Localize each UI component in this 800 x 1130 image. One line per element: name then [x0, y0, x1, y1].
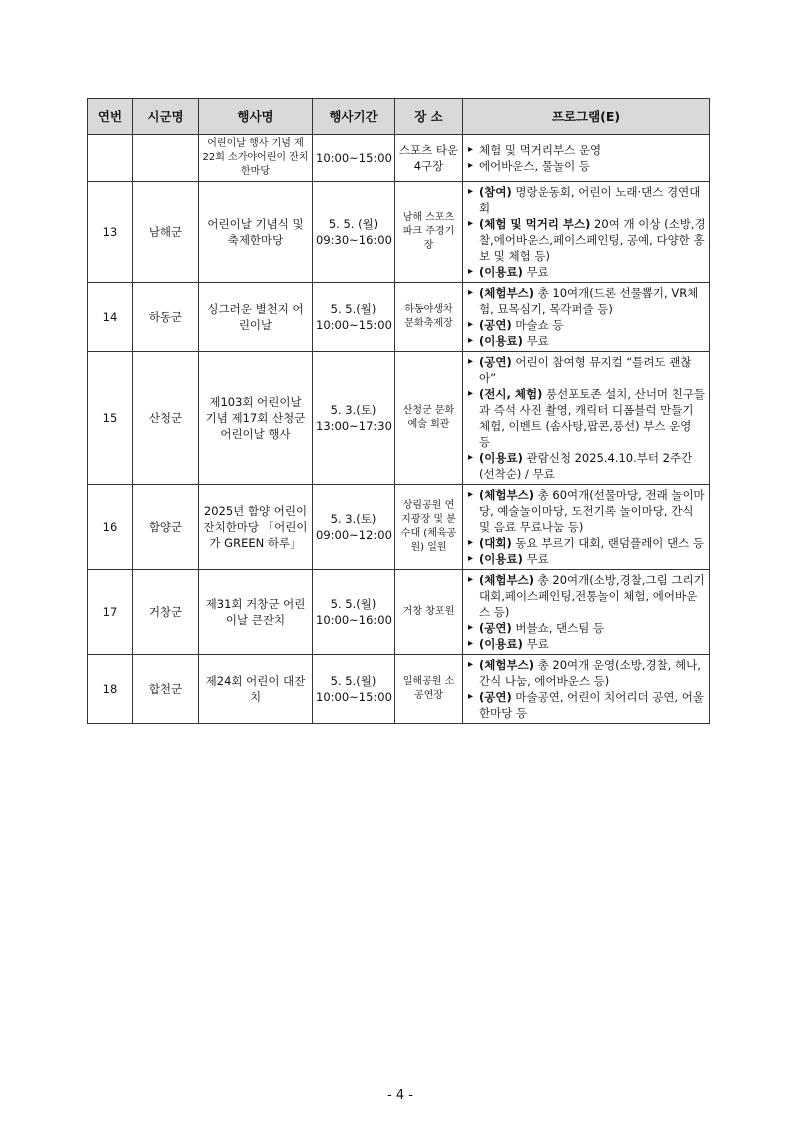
- program-list: [466, 354, 706, 482]
- program-item: [468, 386, 706, 450]
- header-place: 장 소: [395, 99, 463, 135]
- cell-period: 5. 5.(월) 10:00~15:00: [313, 655, 395, 724]
- program-item: [468, 620, 706, 636]
- cell-event: 싱그러운 별천지 어린이날: [199, 283, 313, 352]
- program-tag: (공연): [479, 621, 512, 635]
- program-tag: (체험부스): [479, 488, 534, 502]
- cell-program: [463, 283, 710, 352]
- program-item: [468, 158, 706, 174]
- cell-program: [463, 352, 710, 485]
- program-item: [468, 535, 706, 551]
- table-row: [88, 485, 710, 570]
- cell-period: 5. 5.(월) 10:00~16:00: [313, 570, 395, 655]
- program-list: [466, 184, 706, 280]
- program-item: [468, 285, 706, 317]
- cell-place: 남해 스포츠파크 주경기장: [395, 182, 463, 283]
- program-list: [466, 285, 706, 349]
- program-item: [468, 689, 706, 721]
- cell-program: [463, 570, 710, 655]
- cell-no: 14: [88, 283, 133, 352]
- cell-city: 남해군: [133, 182, 199, 283]
- cell-place: 거창 창포원: [395, 570, 463, 655]
- header-event: 행사명: [199, 99, 313, 135]
- program-tag: (대회): [479, 536, 512, 550]
- program-item: [468, 317, 706, 333]
- program-text: 관람신청 2025.4.10.부터 2주간(선착순) / 무료: [479, 451, 693, 481]
- program-tag: (이용료): [479, 334, 523, 348]
- cell-place: 산청군 문화 예술 회관: [395, 352, 463, 485]
- program-list: [466, 572, 706, 652]
- header-city: 시군명: [133, 99, 199, 135]
- cell-event: 제103회 어린이날 기념 제17회 산청군 어린이날 행사: [199, 352, 313, 485]
- program-item: [468, 572, 706, 620]
- program-text: 풍선포토존 설치, 산너머 친구들과 즉석 사진 촬영, 캐릭터 디폼블럭 만들기 체험, 이벤트 (솜사탕,팝콘,풍선) 부스 운영 등: [479, 387, 706, 449]
- header-program: 프로그램(E): [463, 99, 710, 135]
- table-row: [88, 182, 710, 283]
- cell-no: 13: [88, 182, 133, 283]
- page-number: - 4 -: [387, 1088, 413, 1103]
- program-item: [468, 636, 706, 652]
- program-tag: (이용료): [479, 637, 523, 651]
- program-list: [466, 657, 706, 721]
- program-text: 명랑운동회, 어린이 노래·댄스 경연대회: [479, 185, 701, 215]
- program-text: 에어바운스, 물놀이 등: [479, 159, 590, 173]
- program-tag: (이용료): [479, 265, 523, 279]
- program-item: [468, 142, 706, 158]
- program-tag: (공연): [479, 355, 512, 369]
- program-text: 총 10여개(드론 선물뽑기, VR체험, 묘목심기, 목각퍼즐 등): [479, 286, 699, 316]
- program-item: [468, 450, 706, 482]
- program-text: 무료: [522, 552, 549, 566]
- cell-place: 스포츠 타운 4구장: [395, 135, 463, 182]
- program-tag: (이용료): [479, 552, 523, 566]
- program-item: [468, 354, 706, 386]
- program-item: [468, 264, 706, 280]
- cell-no: 15: [88, 352, 133, 485]
- program-text: 체험 및 먹거리부스 운영: [479, 143, 602, 157]
- table-header-row: [88, 99, 710, 135]
- program-text: 어린이 참여형 뮤지컬 “틀려도 괜찮아”: [479, 355, 692, 385]
- cell-city: 합천군: [133, 655, 199, 724]
- program-list: [466, 142, 706, 174]
- program-tag: (체험부스): [479, 573, 534, 587]
- program-tag: (공연): [479, 690, 512, 704]
- cell-event: 어린이날 행사 기념 제22회 소가야어린이 잔치한마당: [199, 135, 313, 182]
- program-text: 총 20여개 운영(소방,경찰, 헤나, 간식 나눔, 에어바운스 등): [479, 658, 701, 688]
- program-item: [468, 551, 706, 567]
- cell-event: 제31회 거창군 어린이날 큰잔치: [199, 570, 313, 655]
- program-text: 마술쇼 등: [511, 318, 564, 332]
- program-tag: (체험 및 먹거리 부스): [479, 217, 591, 231]
- cell-city: 거창군: [133, 570, 199, 655]
- cell-city: 하동군: [133, 283, 199, 352]
- cell-place: 일해공원 소공연장: [395, 655, 463, 724]
- cell-no: 18: [88, 655, 133, 724]
- table-row: [88, 283, 710, 352]
- cell-program: [463, 182, 710, 283]
- cell-event: 제24회 어린이 대잔치: [199, 655, 313, 724]
- program-text: 20여 개 이상 (소방,경찰,에어바운스,페이스페인팅, 공예, 다양한 홍보 및 체험 등): [479, 217, 706, 263]
- cell-period: 5. 3.(토) 13:00~17:30: [313, 352, 395, 485]
- table-row: [88, 655, 710, 724]
- program-item: [468, 216, 706, 264]
- cell-place: 하동야생차 문화축제장: [395, 283, 463, 352]
- cell-city: [133, 135, 199, 182]
- cell-program: [463, 655, 710, 724]
- program-text: 마술공연, 어린이 치어리더 공연, 어울한마당 등: [479, 690, 704, 720]
- cell-city: 산청군: [133, 352, 199, 485]
- program-item: [468, 184, 706, 216]
- program-tag: (전시, 체험): [479, 387, 543, 401]
- cell-event: 어린이날 기념식 및 축제한마당: [199, 182, 313, 283]
- cell-event: 2025년 함양 어린이 잔치한마당 「어린이가 GREEN 하루」: [199, 485, 313, 570]
- program-text: 무료: [522, 637, 549, 651]
- program-tag: (체험부스): [479, 658, 534, 672]
- program-text: 버블쇼, 댄스팀 등: [511, 621, 605, 635]
- table-row: [88, 135, 710, 182]
- program-item: [468, 487, 706, 535]
- cell-no: 17: [88, 570, 133, 655]
- cell-program: [463, 485, 710, 570]
- cell-period: 5. 5.(월) 10:00~15:00: [313, 283, 395, 352]
- cell-no: [88, 135, 133, 182]
- program-item: [468, 333, 706, 349]
- cell-period: 10:00~15:00: [313, 135, 395, 182]
- cell-period: 5. 3.(토) 09:00~12:00: [313, 485, 395, 570]
- program-tag: (참여): [479, 185, 512, 199]
- cell-no: 16: [88, 485, 133, 570]
- program-text: 동요 부르기 대회, 랜덤플레이 댄스 등: [511, 536, 704, 550]
- cell-place: 상림공원 연지광장 및 분수대 (체육공원) 일원: [395, 485, 463, 570]
- events-table: [87, 98, 710, 724]
- program-text: 무료: [522, 265, 549, 279]
- program-text: 총 20여개(소방,경찰,그림 그리기대회,페이스페인팅,전통놀이 체험, 에어바운스 등): [479, 573, 705, 619]
- table-row: [88, 570, 710, 655]
- program-tag: (이용료): [479, 451, 523, 465]
- table-row: [88, 352, 710, 485]
- program-text: 총 60여개(선물마당, 전래 놀이마당, 예술놀이마당, 도전기록 놀이마당, 간식 및 음료 무료나눔 등): [479, 488, 705, 534]
- program-tag: (체험부스): [479, 286, 534, 300]
- header-no: 연번: [88, 99, 133, 135]
- header-period: 행사기간: [313, 99, 395, 135]
- program-text: 무료: [522, 334, 549, 348]
- cell-program: [463, 135, 710, 182]
- cell-period: 5. 5. (월) 09:30~16:00: [313, 182, 395, 283]
- program-tag: (공연): [479, 318, 512, 332]
- cell-city: 함양군: [133, 485, 199, 570]
- program-item: [468, 657, 706, 689]
- program-list: [466, 487, 706, 567]
